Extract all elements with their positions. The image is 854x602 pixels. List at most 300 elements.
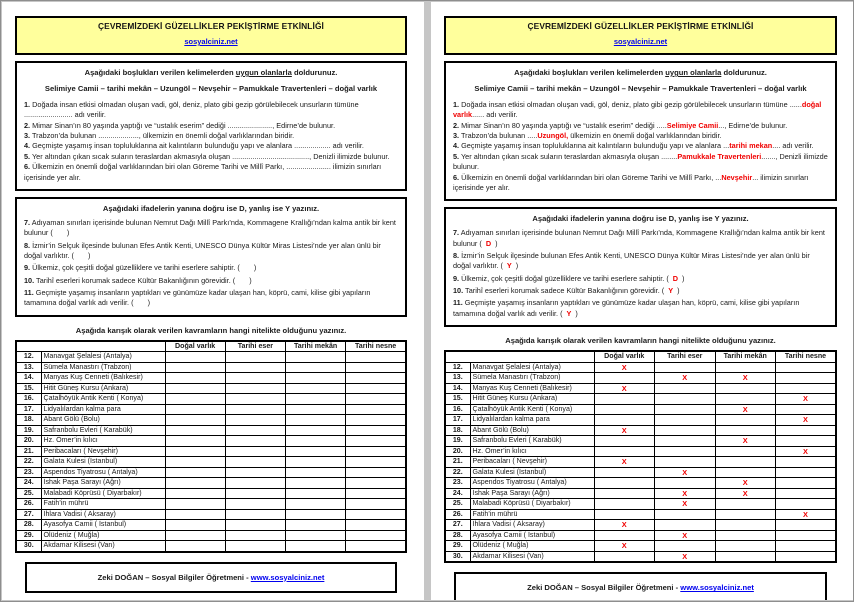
concept-label: Safranbolu Evleri ( Karabük): [470, 436, 594, 447]
footer-link[interactable]: www.sosyalciniz.net: [250, 572, 325, 582]
blank-slot: [715, 173, 758, 182]
answer-cell-tarihi-mekan: [286, 541, 346, 552]
row-number: 24.: [16, 478, 41, 489]
row-number: 15.: [16, 383, 41, 394]
answer-cell-tarihi-mekan: X: [715, 488, 776, 499]
answer-cell-dogal-varlik: [165, 394, 225, 405]
answer-cell-tarihi-mekan: [286, 373, 346, 384]
table-row: [445, 530, 836, 541]
answer-cell-tarihi-nesne: [776, 530, 837, 541]
answer-cell-tarihi-nesne: [776, 551, 837, 562]
answer-cell-tarihi-eser: [655, 446, 716, 457]
item-text-post: , Denizli ilimizde bulunur.: [453, 151, 828, 172]
answer-cell-dogal-varlik: [165, 436, 225, 447]
answer-cell-tarihi-eser: [225, 425, 285, 436]
row-number: 19.: [16, 425, 41, 436]
item-text: Geçmişte yaşamış insan topluluklarına ait kalıntıların bulunduğu yapı ve alanlara: [459, 141, 724, 151]
fill-in-item: [24, 162, 398, 183]
answer-cell-tarihi-nesne: X: [776, 394, 837, 405]
answer-cell-dogal-varlik: [165, 415, 225, 426]
row-number: 21.: [445, 457, 470, 468]
answer-cell-dogal-varlik: [165, 352, 225, 363]
true-false-section: [15, 197, 407, 317]
row-number: 21.: [16, 446, 41, 457]
true-false-items: [24, 218, 398, 309]
worksheet-page-blank: [2, 2, 424, 600]
true-false-item: [24, 241, 398, 262]
answer-cell-tarihi-eser: [655, 509, 716, 520]
answer-cell-tarihi-nesne: [776, 425, 837, 436]
answer-cell-tarihi-eser: [225, 467, 285, 478]
word-bank: Selimiye Camii – tarihi mekân – Uzungöl – Nevşehir – Pamukkale Travertenleri – doğal varlık: [474, 84, 807, 93]
true-false-item: [24, 276, 398, 286]
answer-cell-dogal-varlik: [165, 478, 225, 489]
item-text: Ülkemizin en önemli doğal varlıklarından biri olan Göreme Tarihi ve Millî Parkı,: [30, 162, 287, 172]
answer-text: Uzungöl,: [537, 131, 569, 141]
answer-cell-tarihi-nesne: [776, 478, 837, 489]
table-row: [445, 467, 836, 478]
table-row: [16, 457, 406, 468]
concept-label: Çatalhöyük Antik Kenti ( Konya): [41, 394, 165, 405]
true-false-heading: Aşağıdaki ifadelerin yanına doğru ise D, yanlış ise Y yazınız.: [102, 203, 320, 213]
fill-in-items: [453, 100, 828, 193]
column-header-dogal-varlik: Doğal varlık: [165, 341, 225, 352]
fill-in-item: [24, 152, 398, 162]
answer-cell-tarihi-eser: X: [655, 373, 716, 384]
footer: [454, 572, 827, 600]
answer-cell-tarihi-eser: X: [655, 499, 716, 510]
blank-slot: [228, 121, 273, 130]
answer-text: tarihi mekan: [729, 141, 773, 151]
concept-label: İshak Paşa Sarayı (Ağrı): [41, 478, 165, 489]
answer-cell-tarihi-eser: [655, 404, 716, 415]
item-text-post: adı verilir.: [330, 141, 364, 151]
row-number: 16.: [445, 404, 470, 415]
answer-slot: [240, 263, 257, 273]
true-false-item: [24, 288, 398, 309]
table-row: [16, 530, 406, 541]
answer-cell-tarihi-mekan: [286, 520, 346, 531]
answer-cell-dogal-varlik: [165, 509, 225, 520]
item-number: 5.: [453, 151, 460, 161]
item-number: 9.: [453, 273, 460, 283]
answer-cell-tarihi-mekan: [715, 425, 776, 436]
row-number: 14.: [16, 373, 41, 384]
answer-cell-tarihi-mekan: X: [715, 436, 776, 447]
item-text: Adıyaman sınırları içerisinde bulunan Nemrut Dağı Millî Parkı’nda, Kommagene Krallığı’ndan kalma antik bir kent bulunur (: [24, 217, 396, 238]
row-number: 23.: [16, 467, 41, 478]
row-number: 28.: [445, 530, 470, 541]
column-header-tarihi-eser: Tarihi eser: [225, 341, 285, 352]
item-number: 1.: [453, 100, 460, 109]
answer-cell-dogal-varlik: X: [594, 520, 655, 531]
item-text-post: , Edirne’de bulunur.: [724, 120, 788, 130]
table-row: [16, 362, 406, 373]
fill-in-item: [453, 121, 828, 131]
table-row: [445, 551, 836, 562]
answer-cell-tarihi-mekan: [286, 415, 346, 426]
answer-slot: [74, 250, 91, 260]
footer-link[interactable]: www.sosyalciniz.net: [680, 583, 754, 593]
answer-cell-tarihi-eser: [655, 415, 716, 426]
answer-cell-dogal-varlik: X: [594, 457, 655, 468]
table-row: [16, 425, 406, 436]
answer-cell-tarihi-nesne: [776, 457, 837, 468]
concept-label: İshak Paşa Sarayı (Ağrı): [470, 488, 594, 499]
table-row: [445, 457, 836, 468]
table-row: [445, 425, 836, 436]
answer-slot: D: [672, 273, 679, 283]
item-text: Ülkemizin en önemli doğal varlıklarından biri olan Göreme Tarihi ve Millî Parkı,: [459, 172, 716, 182]
item-text: Yer altından çıkan sıcak suların teraslardan akmasıyla oluşan: [459, 151, 662, 161]
item-number: 3.: [453, 131, 460, 141]
footer-text: Zeki DOĞAN – Sosyal Bilgiler Öğretmeni -: [97, 572, 251, 582]
table-row: [445, 488, 836, 499]
blank-slot: [527, 131, 568, 140]
answer-cell-dogal-varlik: [594, 467, 655, 478]
column-header-tarihi-nesne: Tarihi nesne: [776, 351, 837, 362]
true-false-item: [453, 286, 828, 296]
answer-cell-dogal-varlik: [165, 530, 225, 541]
item-text: Mimar Sinan’ın 80 yaşında yaptığı ve “ustalık eserim” dediği: [30, 120, 228, 130]
answer-cell-dogal-varlik: [594, 394, 655, 405]
row-number: 20.: [16, 436, 41, 447]
heading-text-post: doldurunuz.: [291, 68, 338, 77]
blank-slot: [24, 110, 73, 119]
concept-label: Akdamar Kilisesi (Van): [41, 541, 165, 552]
concept-label: Hitit Güneş Kursu (Ankara): [470, 394, 594, 405]
answer-cell-dogal-varlik: [594, 499, 655, 510]
fill-in-item: [24, 121, 398, 131]
item-text: Trabzon’da bulunan: [459, 131, 528, 141]
answer-cell-tarihi-nesne: [776, 436, 837, 447]
blank-slot: [723, 141, 780, 150]
blank-dots: ...: [715, 172, 722, 182]
item-text: Mimar Sinan’ın 80 yaşında yaptığı ve “ustalık eserim” dediği: [459, 120, 657, 130]
answer-cell-tarihi-nesne: X: [776, 415, 837, 426]
heading-text-post: doldurunuz.: [721, 68, 767, 77]
answer-cell-tarihi-eser: X: [655, 467, 716, 478]
answer-text: Pamukkale Travertenleri: [677, 151, 762, 161]
blank-dots: .....: [656, 120, 667, 130]
row-number: 29.: [16, 530, 41, 541]
concept-label: Abant Gölü (Bolu): [41, 415, 165, 426]
answer-cell-dogal-varlik: [165, 446, 225, 457]
answer-cell-dogal-varlik: [165, 425, 225, 436]
answer-cell-dogal-varlik: [594, 530, 655, 541]
concept-label: Akdamar Kilisesi (Van): [470, 551, 594, 562]
item-text: Geçmişte yaşamış insanların yaptıkları ve günümüze kadar ulaşan han, köprü, cami, kilise gibi yapıların tamamına doğal varlık adı verilir. (: [453, 298, 800, 318]
answer-cell-tarihi-mekan: [715, 383, 776, 394]
answer-cell-tarihi-eser: [225, 436, 285, 447]
concept-label: Lidyalılardan kalma para: [41, 404, 165, 415]
answer-cell-tarihi-eser: [225, 404, 285, 415]
fill-in-items: [24, 100, 398, 183]
row-number: 25.: [445, 499, 470, 510]
paren-close: ): [677, 286, 680, 296]
blank-dots: ..................: [294, 141, 331, 151]
blank-slot: [294, 141, 331, 150]
row-number: 18.: [445, 425, 470, 436]
row-number: 13.: [16, 362, 41, 373]
item-text-post: ülkemizin en önemli doğal varlıklarından biridir.: [140, 131, 295, 141]
item-text: Doğada insan etkisi olmadan oluşan vadi, göl, deniz, plato gibi gezip görülebilecek unsurların tümüne: [30, 100, 359, 109]
header-spacer-cell: [16, 341, 165, 352]
answer-text: doğal varlık: [453, 100, 822, 120]
true-false-item: [453, 251, 828, 272]
site-link[interactable]: sosyalciniz.net: [613, 37, 668, 46]
answer-cell-tarihi-nesne: [776, 362, 837, 373]
answer-cell-dogal-varlik: [594, 488, 655, 499]
answer-cell-tarihi-nesne: [776, 383, 837, 394]
answer-cell-dogal-varlik: [594, 478, 655, 489]
answer-cell-tarihi-eser: [225, 394, 285, 405]
answer-cell-tarihi-mekan: [286, 394, 346, 405]
row-number: 28.: [16, 520, 41, 531]
fill-in-section: [15, 61, 407, 191]
answer-cell-tarihi-mekan: [286, 467, 346, 478]
answer-text: Nevşehir: [721, 172, 753, 182]
answer-cell-tarihi-eser: [225, 373, 285, 384]
answer-cell-tarihi-nesne: [346, 509, 406, 520]
row-number: 20.: [445, 446, 470, 457]
title-box: [444, 16, 837, 55]
item-number: 11.: [453, 298, 463, 308]
item-text-post: ilimizin sınırları içerisinde yer alır.: [24, 162, 382, 182]
item-number: 3.: [24, 131, 31, 141]
row-number: 18.: [16, 415, 41, 426]
item-number: 10.: [24, 275, 35, 285]
table-row: [16, 404, 406, 415]
fill-in-item: [453, 131, 828, 141]
answer-cell-tarihi-mekan: [715, 530, 776, 541]
answer-cell-tarihi-mekan: [715, 362, 776, 373]
answer-cell-dogal-varlik: [594, 415, 655, 426]
paren-close: ): [66, 228, 70, 238]
item-text-post: ilimizin sınırları içerisinde yer alır.: [453, 172, 809, 192]
answer-cell-tarihi-eser: [225, 446, 285, 457]
item-text-post: ülkemizin en önemli doğal varlıklarından biridir.: [568, 131, 722, 141]
answer-cell-tarihi-nesne: [776, 373, 837, 384]
blank-dots: ...: [718, 120, 725, 130]
fill-in-item: [24, 131, 398, 141]
answer-cell-tarihi-eser: [225, 383, 285, 394]
answer-cell-dogal-varlik: [594, 551, 655, 562]
worksheet-title: ÇEVREMİZDEKİ GÜZELLİKLER PEKİŞTİRME ETKİNLİĞİ: [98, 21, 324, 31]
concept-label: Ayasofya Camii ( İstanbul): [470, 530, 594, 541]
table-row: [445, 362, 836, 373]
answer-cell-dogal-varlik: [165, 467, 225, 478]
answer-cell-tarihi-nesne: [776, 404, 837, 415]
fill-in-item: [453, 173, 828, 194]
paren-close: ): [495, 238, 498, 248]
row-number: 30.: [445, 551, 470, 562]
item-number: 2.: [24, 120, 31, 130]
answer-cell-tarihi-mekan: [286, 425, 346, 436]
blank-slot: [286, 162, 331, 171]
answer-cell-tarihi-nesne: [776, 499, 837, 510]
fill-in-item: [453, 141, 828, 151]
answer-cell-tarihi-mekan: X: [715, 478, 776, 489]
concept-label: Aspendos Tiyatrosu ( Antalya): [470, 478, 594, 489]
classification-table: [15, 340, 407, 553]
answer-cell-tarihi-nesne: [346, 541, 406, 552]
table-row: [445, 436, 836, 447]
answer-cell-dogal-varlik: [165, 383, 225, 394]
answer-cell-tarihi-mekan: [286, 530, 346, 541]
item-text: Tarihî eserleri korumak sadece Kültür Bakanlığının görevidir. (: [34, 275, 236, 285]
classification-heading: Aşağıda karışık olarak verilen kavramların hangi nitelikte olduğunu yazınız.: [75, 325, 347, 335]
answer-cell-tarihi-eser: [225, 457, 285, 468]
answer-cell-tarihi-mekan: [715, 457, 776, 468]
concept-label: Ölüdeniz ( Muğla): [41, 530, 165, 541]
row-number: 29.: [445, 541, 470, 552]
answer-cell-tarihi-eser: [225, 499, 285, 510]
answer-cell-tarihi-nesne: [346, 415, 406, 426]
answer-slot: Y: [566, 308, 572, 318]
answer-cell-tarihi-eser: [225, 352, 285, 363]
concept-label: Aspendos Tiyatrosu ( Antalya): [41, 467, 165, 478]
answer-cell-tarihi-eser: X: [655, 488, 716, 499]
answer-cell-dogal-varlik: [594, 404, 655, 415]
concept-label: Malabadi Köprüsü ( Diyarbakır): [41, 488, 165, 499]
blank-dots: .....: [527, 131, 538, 141]
answer-cell-tarihi-eser: [225, 362, 285, 373]
answer-cell-tarihi-eser: [225, 530, 285, 541]
item-text-post: adı verilir.: [72, 110, 106, 120]
site-link[interactable]: sosyalciniz.net: [184, 37, 238, 46]
concept-label: Hz. Ömer’in kılıcı: [470, 446, 594, 457]
row-number: 12.: [16, 352, 41, 363]
row-number: 23.: [445, 478, 470, 489]
row-number: 22.: [445, 467, 470, 478]
paren-close: ): [682, 273, 685, 283]
answer-cell-tarihi-nesne: [346, 457, 406, 468]
answer-cell-tarihi-mekan: [286, 436, 346, 447]
answer-cell-tarihi-nesne: [346, 478, 406, 489]
item-number: 4.: [453, 141, 460, 151]
item-text-post: adı verilir.: [780, 141, 814, 151]
item-number: 11.: [24, 288, 34, 298]
answer-cell-tarihi-mekan: [286, 383, 346, 394]
blank-dots: ......................................: [232, 151, 310, 161]
blank-dots: ...: [752, 172, 759, 182]
table-row: [445, 509, 836, 520]
table-row: [445, 520, 836, 531]
concept-label: Peribacaları ( Nevşehir): [470, 457, 594, 468]
concept-label: Hitit Güneş Kursu (Ankara): [41, 383, 165, 394]
item-number: 2.: [453, 120, 460, 130]
answer-cell-tarihi-eser: [225, 520, 285, 531]
table-row: [445, 415, 836, 426]
answer-cell-tarihi-nesne: [346, 520, 406, 531]
answer-cell-tarihi-mekan: [286, 352, 346, 363]
blank-dots: ....................,: [98, 131, 141, 141]
table-row: [16, 383, 406, 394]
table-row: [16, 373, 406, 384]
row-number: 24.: [445, 488, 470, 499]
answer-cell-tarihi-mekan: [715, 520, 776, 531]
answer-cell-tarihi-eser: [655, 457, 716, 468]
item-text: Trabzon’da bulunan: [30, 131, 99, 141]
answer-cell-dogal-varlik: [165, 373, 225, 384]
fill-in-item: [24, 141, 398, 151]
table-row: [445, 404, 836, 415]
answer-cell-dogal-varlik: X: [594, 541, 655, 552]
item-text-post: , Denizli ilimizde bulunur.: [309, 151, 390, 161]
concept-label: Manavgat Şelalesi (Antalya): [470, 362, 594, 373]
answer-cell-tarihi-eser: [655, 520, 716, 531]
answer-cell-tarihi-mekan: [715, 446, 776, 457]
blank-slot: [661, 152, 775, 161]
answer-cell-tarihi-eser: [225, 478, 285, 489]
row-number: 19.: [445, 436, 470, 447]
answer-cell-tarihi-nesne: [346, 394, 406, 405]
answer-cell-tarihi-nesne: X: [776, 446, 837, 457]
item-text: Doğada insan etkisi olmadan oluşan vadi, göl, deniz, plato gibi gezip görülebilecek unsurların tümüne: [459, 100, 790, 109]
concept-label: Manyas Kuş Cenneti (Balıkesir): [41, 373, 165, 384]
true-false-section: [444, 207, 837, 327]
answer-slot: Y: [506, 261, 512, 271]
answer-slot: Y: [668, 286, 674, 296]
table-row: [16, 520, 406, 531]
answer-cell-dogal-varlik: [594, 509, 655, 520]
answer-cell-dogal-varlik: [165, 457, 225, 468]
blank-dots: ...: [723, 141, 730, 151]
answer-cell-tarihi-eser: [655, 478, 716, 489]
concept-label: Lidyalılardan kalma para: [470, 415, 594, 426]
answer-cell-tarihi-eser: X: [655, 530, 716, 541]
table-row: [16, 352, 406, 363]
table-row: [16, 467, 406, 478]
answer-cell-tarihi-mekan: [286, 362, 346, 373]
concept-label: Manyas Kuş Cenneti (Balıkesir): [470, 383, 594, 394]
table-row: [16, 488, 406, 499]
item-number: 4.: [24, 141, 31, 151]
item-number: 9.: [24, 263, 31, 273]
true-false-item: [24, 218, 398, 239]
answer-cell-dogal-varlik: [165, 488, 225, 499]
answer-cell-tarihi-nesne: [776, 541, 837, 552]
worksheet-page-answered: [431, 2, 854, 600]
table-row: [445, 541, 836, 552]
paren-close: ): [575, 308, 578, 318]
answer-cell-tarihi-mekan: [715, 499, 776, 510]
header-spacer-cell: [445, 351, 594, 362]
answer-cell-dogal-varlik: X: [594, 425, 655, 436]
answer-cell-dogal-varlik: [594, 436, 655, 447]
answer-cell-tarihi-mekan: [715, 551, 776, 562]
answer-cell-tarihi-nesne: [346, 499, 406, 510]
answer-cell-tarihi-nesne: [346, 425, 406, 436]
answer-cell-tarihi-mekan: [286, 457, 346, 468]
answer-cell-tarihi-nesne: [776, 488, 837, 499]
answer-cell-tarihi-eser: [225, 415, 285, 426]
row-number: 16.: [16, 394, 41, 405]
item-text: İzmir’in Selçuk ilçesinde bulunan Efes Antik Kenti, UNESCO Dünya Kültür Miras Listesi’nde yer alan ünlü bir doğal varlıktır. (: [453, 250, 810, 271]
concept-label: Galata Kulesi (İstanbul): [470, 467, 594, 478]
true-false-item: [24, 263, 398, 273]
title-box: [15, 16, 407, 55]
answer-cell-dogal-varlik: [165, 404, 225, 415]
blank-dots: ........: [661, 151, 678, 161]
row-number: 12.: [445, 362, 470, 373]
heading-text-pre: Aşağıdaki boşlukları verilen kelimelerden: [514, 68, 666, 77]
fill-in-section: [444, 61, 837, 201]
heading-underlined-text: uygun olanlarla: [235, 68, 292, 77]
table-row: [445, 394, 836, 405]
row-number: 15.: [445, 394, 470, 405]
